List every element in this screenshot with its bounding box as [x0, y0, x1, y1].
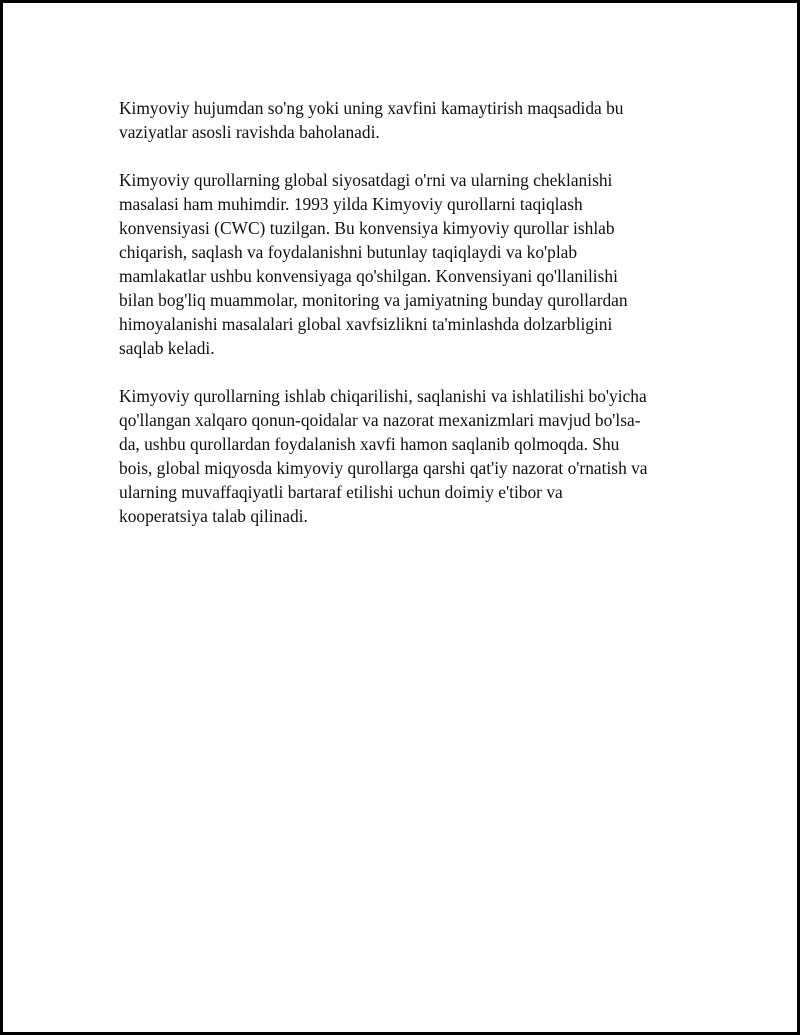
paragraph-3: [119, 384, 689, 528]
text-line: masalasi ham muhimdir. 1993 yilda Kimyoviy qurollarni taqiqlash: [119, 194, 583, 214]
text-line: Kimyoviy qurollarning ishlab chiqarilishi, saqlanishi va ishlatilishi bo'yicha: [119, 386, 647, 406]
text-line: mamlakatlar ushbu konvensiyaga qo'shilgan. Konvensiyani qo'llanilishi: [119, 266, 618, 286]
text-line: konvensiyasi (CWC) tuzilgan. Bu konvensiya kimyoviy qurollar ishlab: [119, 218, 615, 238]
text-line: Kimyoviy hujumdan so'ng yoki uning xavfini kamaytirish maqsadida bu: [119, 98, 624, 118]
text-line: chiqarish, saqlash va foydalanishni butunlay taqiqlaydi va ko'plab: [119, 242, 578, 262]
text-line: ularning muvaffaqiyatli bartaraf etilishi uchun doimiy e'tibor va: [119, 482, 563, 502]
text-line: vaziyatlar asosli ravishda baholanadi.: [119, 122, 380, 142]
text-line: qo'llangan xalqaro qonun-qoidalar va nazorat mexanizmlari mavjud bo'lsa-: [119, 410, 641, 430]
text-line: saqlab keladi.: [119, 338, 215, 358]
text-line: Kimyoviy qurollarning global siyosatdagi o'rni va ularning cheklanishi: [119, 170, 613, 190]
paragraph-2: [119, 168, 689, 360]
document-body: [119, 96, 689, 552]
text-line: bois, global miqyosda kimyoviy qurollarga qarshi qat'iy nazorat o'rnatish va: [119, 458, 648, 478]
paragraph-1: [119, 96, 689, 144]
text-line: da, ushbu qurollardan foydalanish xavfi hamon saqlanib qolmoqda. Shu: [119, 434, 620, 454]
text-line: himoyalanishi masalalari global xavfsizlikni ta'minlashda dolzarbligini: [119, 314, 613, 334]
text-line: kooperatsiya talab qilinadi.: [119, 506, 308, 526]
text-line: bilan bog'liq muammolar, monitoring va jamiyatning bunday qurollardan: [119, 290, 628, 310]
